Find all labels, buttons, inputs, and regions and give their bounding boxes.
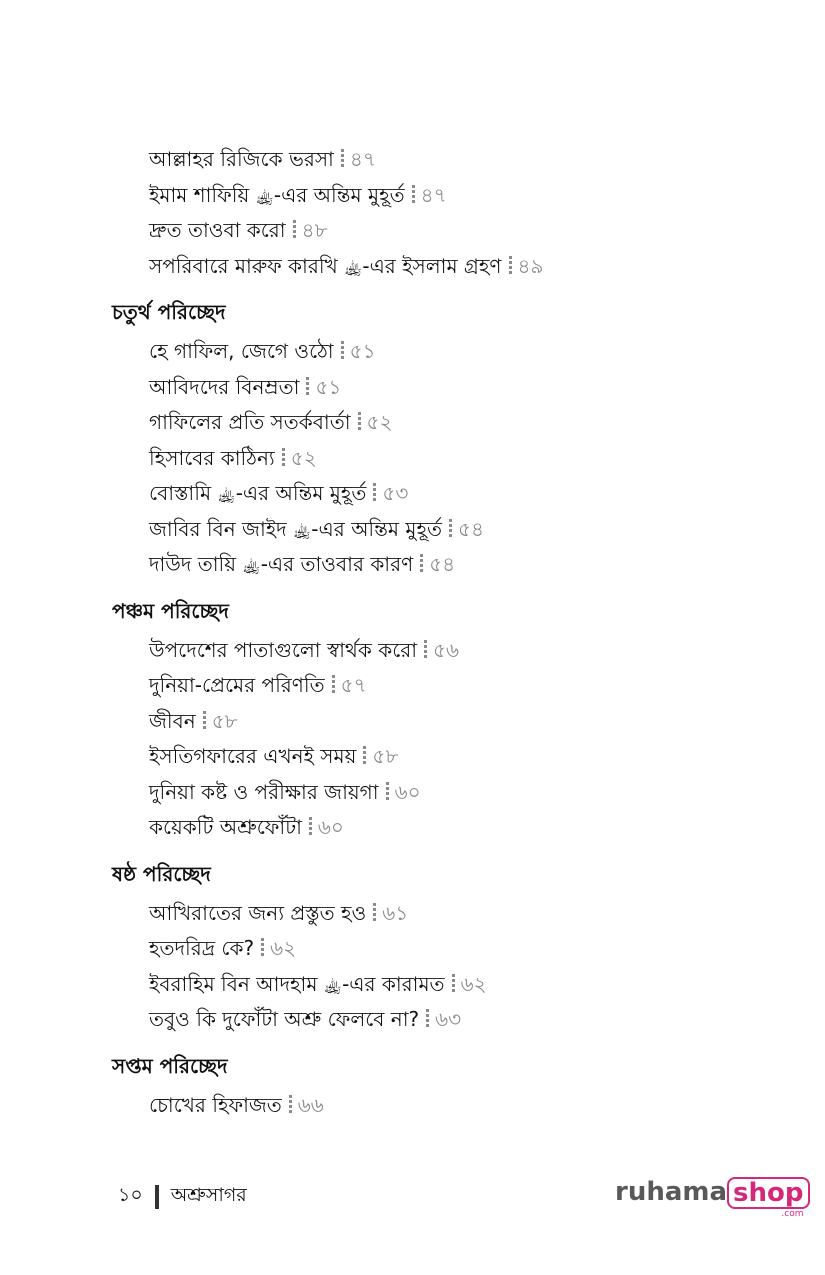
toc-entry-page: ৬৬ bbox=[297, 1092, 324, 1117]
logo-shop-badge: shop bbox=[727, 1177, 809, 1209]
dotted-separator bbox=[203, 711, 206, 731]
toc-entry-page: ৬২ bbox=[270, 936, 297, 960]
folio bbox=[118, 1181, 247, 1213]
toc-entry bbox=[0, 142, 825, 178]
toc-entry-title: তবুও কি দুফোঁটা অশ্রু ফেলবে না? bbox=[149, 1007, 420, 1031]
toc-entry-title: কয়েকটি অশ্রুফোঁটা bbox=[149, 815, 302, 839]
toc-entry bbox=[0, 405, 825, 441]
toc-entry-title: সপরিবারে মারুফ কারখি ﵀-এর ইসলাম গ্রহণ bbox=[149, 253, 502, 278]
toc-entry bbox=[0, 633, 825, 669]
dotted-separator bbox=[358, 412, 361, 432]
toc-entry-page: ৫১ bbox=[315, 374, 342, 399]
toc-entry-title: আল্লাহর রিজিকে ভরসা bbox=[149, 147, 334, 171]
dotted-separator bbox=[306, 377, 309, 397]
dotted-separator bbox=[332, 675, 335, 695]
toc-entry-title: ইসতিগফারের এখনই সময় bbox=[149, 744, 357, 768]
toc-entry-page: ৫৮ bbox=[372, 744, 399, 768]
toc-entry bbox=[0, 213, 825, 249]
toc-entry bbox=[0, 896, 825, 932]
dotted-separator bbox=[509, 256, 512, 276]
dotted-separator bbox=[424, 640, 427, 660]
dotted-separator bbox=[341, 149, 344, 169]
toc-entry-title: ইমাম শাফিয়ি ﵀-এর অন্তিম মুহূর্ত bbox=[149, 182, 405, 207]
logo-word: ruhama bbox=[615, 1177, 728, 1207]
toc-entry-page: ৬১ bbox=[382, 900, 409, 925]
toc-entry bbox=[0, 249, 825, 285]
toc-entry-title: দুনিয়া-প্রেমের পরিণতি bbox=[149, 673, 325, 697]
toc-entry-title: জীবন bbox=[149, 708, 196, 733]
toc-entry bbox=[0, 1002, 825, 1038]
dotted-separator bbox=[426, 1009, 429, 1029]
toc-entry-page: ৪৮ bbox=[301, 218, 328, 242]
dotted-separator bbox=[282, 448, 285, 468]
dotted-separator bbox=[412, 185, 415, 205]
toc-entry-page: ৫৪ bbox=[458, 516, 484, 541]
folio-divider bbox=[155, 1185, 159, 1209]
toc-entry bbox=[0, 739, 825, 775]
toc-entry bbox=[0, 370, 825, 406]
dotted-separator bbox=[293, 220, 296, 240]
dotted-separator bbox=[452, 974, 455, 994]
toc-entry-page: ৫৭ bbox=[340, 673, 367, 697]
dotted-separator bbox=[420, 554, 423, 574]
toc-entry-title: চোখের হিফাজত bbox=[149, 1092, 282, 1117]
page-footer bbox=[0, 1177, 825, 1217]
toc-entry bbox=[0, 775, 825, 811]
toc-entry-page: ৫৮ bbox=[211, 708, 238, 733]
toc-entry-page: ৫৩ bbox=[382, 481, 409, 505]
toc-entry-title: জাবির বিন জাইদ ﵀-এর অন্তিম মুহূর্ত bbox=[149, 516, 443, 541]
toc-entry bbox=[0, 512, 825, 548]
toc-entry bbox=[0, 668, 825, 704]
toc-entry-page: ৬০ bbox=[394, 779, 421, 804]
dotted-separator bbox=[309, 817, 312, 837]
toc-entry-title: উপদেশের পাতাগুলো স্বার্থক করো bbox=[149, 637, 418, 662]
toc-entry-page: ৪৯ bbox=[517, 253, 544, 278]
dotted-separator bbox=[363, 746, 366, 766]
dotted-separator bbox=[373, 903, 376, 923]
toc-entry-page: ৪৭ bbox=[349, 147, 376, 171]
logo-domain: .com bbox=[781, 1209, 804, 1219]
table-of-contents bbox=[0, 142, 825, 1123]
toc-entry-page: ৬০ bbox=[317, 815, 344, 839]
dotted-separator bbox=[386, 782, 389, 802]
book-title: অশ্রুসাগর bbox=[170, 1184, 247, 1206]
toc-entry bbox=[0, 810, 825, 846]
toc-entry bbox=[0, 334, 825, 370]
toc-entry bbox=[0, 547, 825, 583]
toc-entry bbox=[0, 441, 825, 477]
chapter-heading: পঞ্চম পরিচ্ছেদ bbox=[112, 598, 229, 623]
ruhamashop-logo bbox=[615, 1177, 810, 1217]
chapter-heading: সপ্তম পরিচ্ছেদ bbox=[112, 1053, 228, 1078]
toc-entry-page: ৬২ bbox=[460, 971, 487, 996]
toc-entry-title: দাউদ তায়ি ﵀-এর তাওবার কারণ bbox=[149, 552, 414, 576]
dotted-separator bbox=[261, 938, 264, 958]
page-number: ১০ bbox=[118, 1184, 143, 1206]
toc-entry-title: গাফিলের প্রতি সতর্কবার্তা bbox=[149, 410, 351, 434]
toc-entry bbox=[0, 931, 825, 967]
dotted-separator bbox=[341, 341, 344, 361]
toc-entry-page: ৫৬ bbox=[433, 637, 460, 662]
toc-entry-title: দ্রুত তাওবা করো bbox=[149, 218, 286, 242]
dotted-separator bbox=[449, 519, 452, 539]
toc-entry-page: ৬৩ bbox=[435, 1007, 462, 1031]
toc-entry-title: আবিদদের বিনম্রতা bbox=[149, 374, 300, 399]
toc-entry-title: হিসাবের কাঠিন্য bbox=[149, 445, 275, 470]
dotted-separator bbox=[289, 1095, 292, 1115]
toc-entry-page: ৫৪ bbox=[429, 552, 456, 576]
toc-entry-title: বোস্তামি ﵀-এর অন্তিম মুহূর্ত bbox=[149, 481, 367, 505]
toc-entry-page: ৫১ bbox=[349, 339, 376, 363]
dotted-separator bbox=[373, 483, 376, 503]
toc-entry-title: দুনিয়া কষ্ট ও পরীক্ষার জায়গা bbox=[149, 779, 379, 804]
toc-entry bbox=[0, 1088, 825, 1124]
toc-entry bbox=[0, 476, 825, 512]
toc-entry-page: ৪৭ bbox=[420, 182, 447, 207]
toc-entry-title: হে গাফিল, জেগে ওঠো bbox=[149, 339, 334, 363]
toc-entry bbox=[0, 704, 825, 740]
toc-entry bbox=[0, 967, 825, 1003]
toc-entry-title: ইবরাহিম বিন আদহাম ﵀-এর কারামত bbox=[149, 971, 445, 996]
toc-entry-page: ৫২ bbox=[290, 445, 317, 470]
toc-entry-page: ৫২ bbox=[366, 410, 393, 434]
toc-entry-title: আখিরাতের জন্য প্রস্তুত হও bbox=[149, 900, 367, 925]
chapter-heading: ষষ্ঠ পরিচ্ছেদ bbox=[112, 861, 211, 886]
chapter-heading: চতুর্থ পরিচ্ছেদ bbox=[112, 300, 226, 324]
toc-entry-title: হতদরিদ্র কে? bbox=[149, 936, 255, 960]
toc-entry bbox=[0, 178, 825, 214]
